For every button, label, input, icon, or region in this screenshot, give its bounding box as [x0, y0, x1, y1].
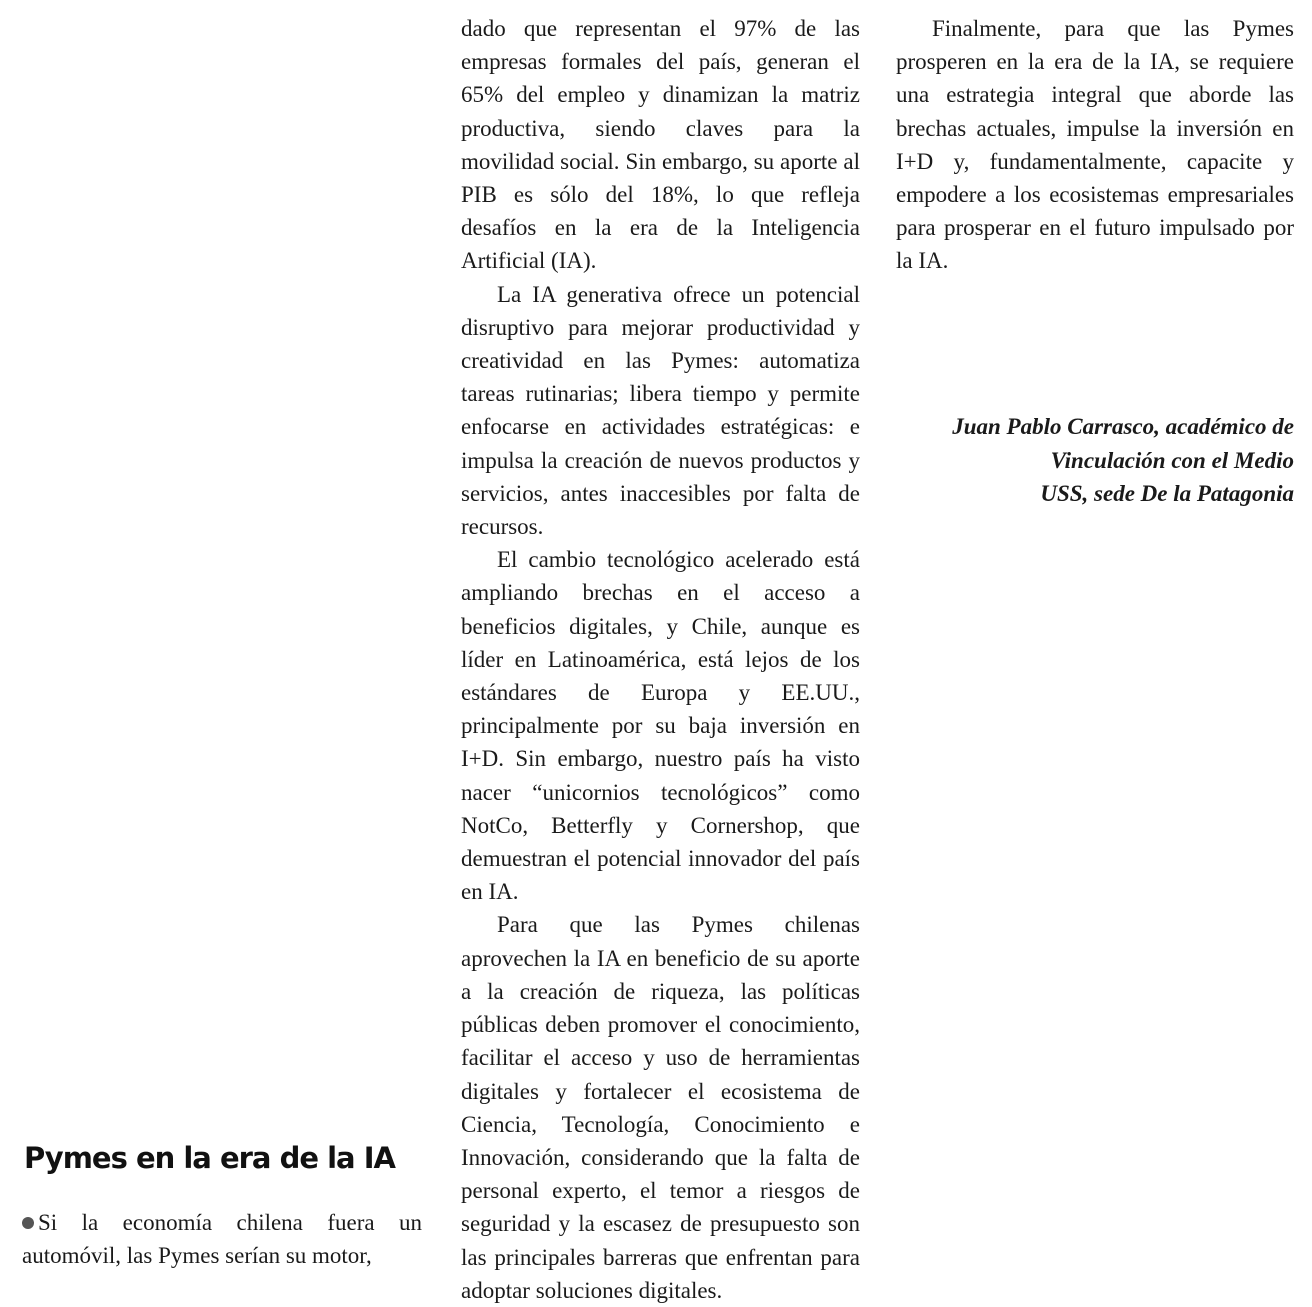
article-headline: Pymes en la era de la IA — [24, 1141, 395, 1175]
byline-line-1: Juan Pablo Carrasco, académico de — [952, 414, 1294, 439]
middle-column — [461, 12, 860, 1307]
article-byline — [896, 410, 1294, 511]
left-column — [22, 1138, 422, 1272]
byline-line-3: USS, sede De la Patagonia — [1040, 481, 1294, 506]
article-paragraph-1: dado que representan el 97% de las empresas formales del país, generan el 65% del empleo y dinamizan la matriz productiva, siendo claves para la movilidad social. Sin embargo, su aporte al PIB es sólo del 18%, lo que refleja desafíos en la era de la Inteligencia Artificial (IA). — [461, 16, 860, 274]
article-paragraph-4: Para que las Pymes chilenas aprovechen la IA en beneficio de su aporte a la creación de riqueza, las políticas públicas deben promover el conocimiento, facilitar el acceso y uso de herramientas digitales y fortalecer el ecosistema de Ciencia, Tecnología, Conocimiento e Innovación, considerando que la falta de personal experto, el temor a riesgos de seguridad y la escasez de presupuesto son las principales barreras que enfrentan para adoptar soluciones digitales. — [461, 912, 860, 1303]
article-lead — [22, 1206, 422, 1272]
byline-line-2: Vinculación con el Medio — [1050, 447, 1294, 473]
right-column — [896, 12, 1294, 278]
article-paragraph-2: La IA generativa ofrece un potencial disruptivo para mejorar productividad y creatividad en las Pymes: automatiza tareas rutinarias; libera tiempo y permite enfocarse en actividades estratégicas: e impulsa la creación de nuevos productos y servicios, antes inaccesibles por falta de recursos. — [461, 281, 860, 540]
article-paragraph-3: El cambio tecnológico acelerado está ampliando brechas en el acceso a beneficios digitales, y Chile, aunque es líder en Latinoamérica, está lejos de los estándares de Europa y EE.UU., principalmente por su baja inversión en I+D. Sin embargo, nuestro país ha visto nacer “unicornios tecnológicos” como NotCo, Betterfly y Cornershop, que demuestran el potencial innovador del país en IA. — [461, 547, 860, 905]
article-lead-text: Si la economía chilena fuera un automóvil, las Pymes serían su motor, — [22, 1210, 422, 1269]
bullet-icon — [22, 1217, 34, 1229]
article-paragraph-5: Finalmente, para que las Pymes prosperen en la era de la IA, se requiere una estrategia integral que aborde las brechas actuales, impulse la inversión en I+D y, fundamentalmente, capacite y empodere a los ecosistemas empresariales para prosperar en el futuro impulsado por la IA. — [896, 16, 1294, 274]
